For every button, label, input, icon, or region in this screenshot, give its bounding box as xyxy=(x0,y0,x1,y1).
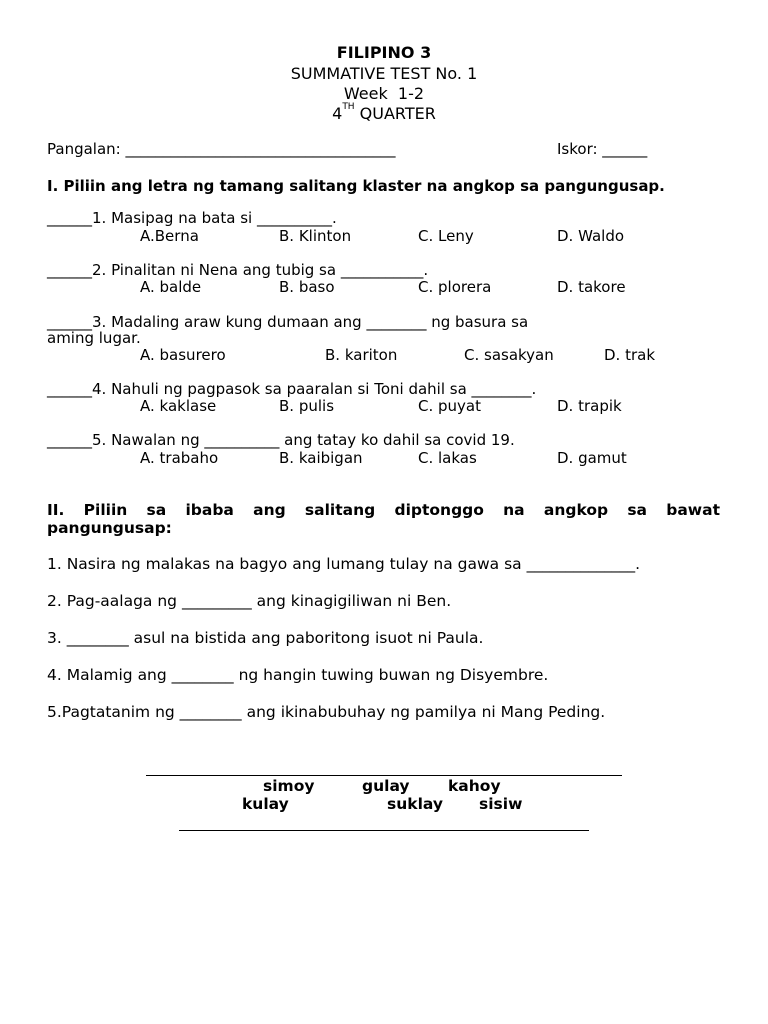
choice-3a: A. basurero xyxy=(140,346,226,364)
week-label: Week 1-2 xyxy=(343,84,425,103)
choice-4d: D. trapik xyxy=(557,397,622,415)
part2-item-3: 3. ________ asul na bistida ang paboritong isuot ni Paula. xyxy=(47,629,484,647)
part2-instruction-line2: pangungusap: xyxy=(47,519,172,537)
choice-5d: D. gamut xyxy=(557,449,627,467)
word-bank-sisiw: sisiw xyxy=(479,795,523,813)
choice-3c: C. sasakyan xyxy=(464,346,554,364)
choice-4a: A. kaklase xyxy=(140,397,217,415)
choice-5b: B. kaibigan xyxy=(279,449,363,467)
part2-item-5: 5.Pagtatanim ng ________ ang ikinabubuhay ng pamilya ni Mang Peding. xyxy=(47,703,606,721)
word-bank-kulay: kulay xyxy=(242,795,289,813)
word-bank-top-rule xyxy=(146,775,622,776)
test-subtitle: SUMMATIVE TEST No. 1 xyxy=(290,64,478,83)
part1-instruction: I. Piliin ang letra ng tamang salitang klaster na angkop sa pangungusap. xyxy=(47,177,665,195)
part1-question-2: ______2. Pinalitan ni Nena ang tubig sa ___________. xyxy=(47,261,429,279)
choice-4c: C. puyat xyxy=(418,397,481,415)
name-field: Pangalan: ____________________________________ xyxy=(47,140,396,158)
part2-item-2: 2. Pag-aalaga ng _________ ang kinagigiliwan ni Ben. xyxy=(47,592,452,610)
choice-2d: D. takore xyxy=(557,278,626,296)
choice-5c: C. lakas xyxy=(418,449,477,467)
word-bank-simoy: simoy xyxy=(263,777,315,795)
quarter-number: 4 xyxy=(332,104,343,123)
part1-question-4: ______4. Nahuli ng pagpasok sa paaralan si Toni dahil sa ________. xyxy=(47,380,537,398)
choice-2b: B. baso xyxy=(279,278,335,296)
choice-1a: A.Berna xyxy=(140,227,199,245)
choice-1d: D. Waldo xyxy=(557,227,625,245)
word-bank-suklay: suklay xyxy=(387,795,443,813)
choice-1b: B. Klinton xyxy=(279,227,352,245)
choice-3d: D. trak xyxy=(604,346,656,364)
part1-question-5: ______5. Nawalan ng __________ ang tatay ko dahil sa covid 19. xyxy=(47,431,515,449)
word-bank-gulay: gulay xyxy=(362,777,410,795)
score-field: Iskor: ______ xyxy=(557,140,648,158)
part1-question-3: ______3. Madaling araw kung dumaan ang ________ ng basura sa xyxy=(47,313,529,331)
part2-item-4: 4. Malamig ang ________ ng hangin tuwing buwan ng Disyembre. xyxy=(47,666,549,684)
quarter-superscript: TH xyxy=(342,102,355,112)
quarter-label xyxy=(0,104,768,123)
choice-2c: C. plorera xyxy=(418,278,492,296)
quarter-word: QUARTER xyxy=(354,104,436,123)
choice-1c: C. Leny xyxy=(418,227,474,245)
part2-item-1: 1. Nasira ng malakas na bagyo ang lumang tulay na gawa sa ______________. xyxy=(47,555,641,573)
choice-4b: B. pulis xyxy=(279,397,335,415)
part2-instruction-line1: II. Piliin sa ibaba ang salitang diptonggo na angkop sa bawat xyxy=(47,501,720,519)
choice-5a: A. trabaho xyxy=(140,449,219,467)
word-bank-kahoy: kahoy xyxy=(448,777,501,795)
page-title: FILIPINO 3 xyxy=(336,43,432,62)
part1-question-3-cont: aming lugar. xyxy=(47,329,141,347)
word-bank-bottom-rule xyxy=(179,830,589,831)
choice-2a: A. balde xyxy=(140,278,202,296)
part1-question-1: ______1. Masipag na bata si __________. xyxy=(47,209,337,227)
choice-3b: B. kariton xyxy=(325,346,398,364)
